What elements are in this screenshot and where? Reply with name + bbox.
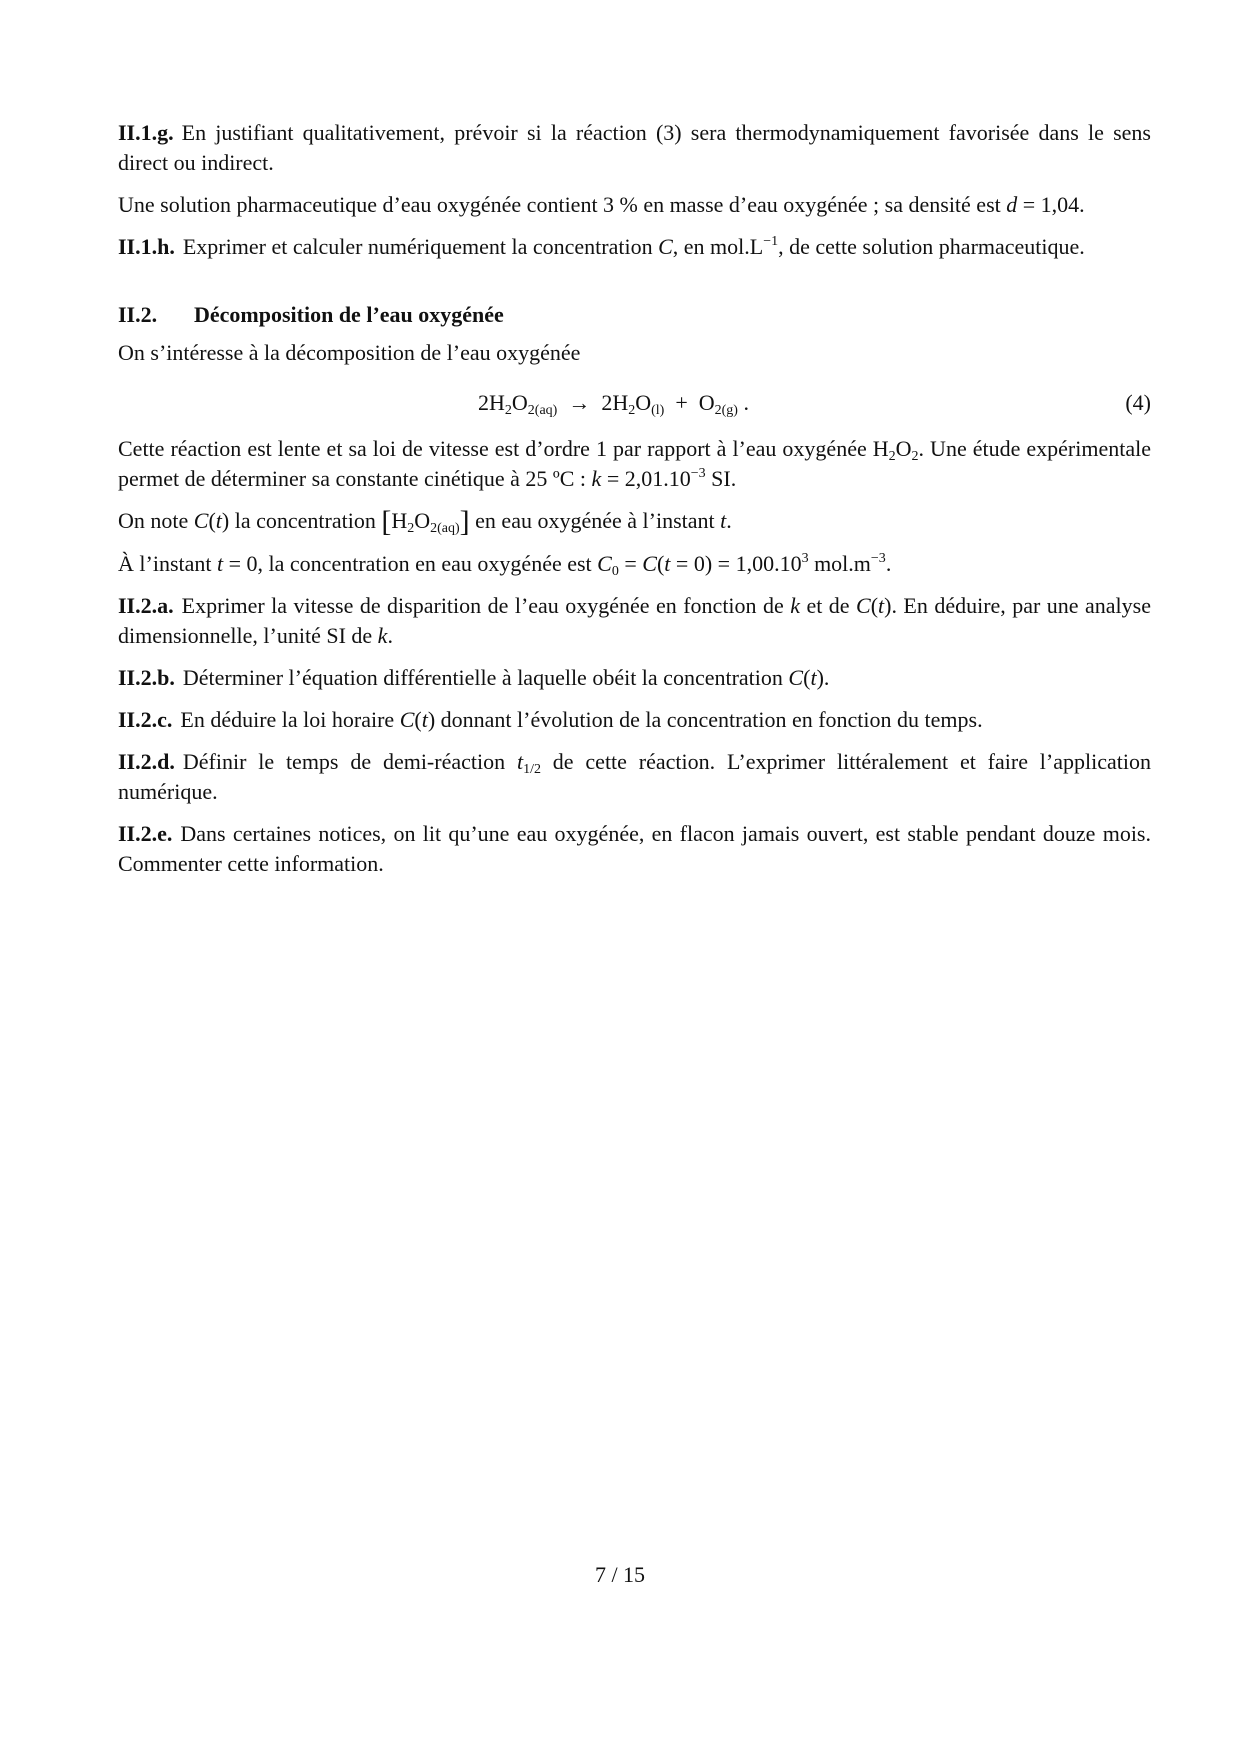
question-label: II.2.c. <box>118 707 173 732</box>
paragraph-text: . <box>885 551 892 576</box>
question-II-2-c <box>118 705 1151 735</box>
paragraph-text: . Une étude expérimentale permet de déterminer sa constante cinétique à 25 ºC : <box>118 436 1151 491</box>
solution-paragraph <box>118 190 1151 220</box>
exponent: 3 <box>801 551 809 566</box>
eq-sub: (l) <box>651 403 665 418</box>
subscript: 2(aq) <box>430 521 460 536</box>
paragraph-text: Cette réaction est lente et sa loi de vitesse est d’ordre 1 par rapport à l’eau oxygénée H <box>118 436 889 461</box>
paragraph-text: = 2,01.10 <box>601 466 691 491</box>
question-text: . <box>387 623 393 648</box>
question-II-2-a <box>118 591 1151 651</box>
section-heading <box>118 300 1151 330</box>
variable-t: t <box>810 665 817 690</box>
variable-t: t <box>878 593 885 618</box>
notation-paragraph <box>118 506 1151 537</box>
question-II-2-d <box>118 747 1151 807</box>
question-text: ). <box>816 665 830 690</box>
reaction-arrow: → <box>568 390 591 415</box>
variable-t: t <box>215 508 222 533</box>
question-text: , en mol.L <box>672 234 764 259</box>
paragraph-text: en eau oxygénée à l’instant <box>469 508 721 533</box>
subscript: 2 <box>888 449 896 464</box>
paragraph-text: Une solution pharmaceutique d’eau oxygénée contient 3 % en masse d’eau oxygénée ; sa densité est <box>118 192 1001 217</box>
page-number: 7 / 15 <box>594 1562 646 1587</box>
variable-k: k <box>790 593 800 618</box>
page-content <box>118 118 1151 891</box>
variable-C: C <box>642 551 657 576</box>
paragraph-text: ) <box>221 508 230 533</box>
equation-number: (4) <box>1125 390 1151 415</box>
intro-paragraph: On s’intéresse à la décomposition de l’eau oxygénée <box>118 340 581 365</box>
paragraph-text: H <box>391 508 408 533</box>
question-II-2-b <box>118 663 1151 693</box>
exponent: −1 <box>763 234 779 249</box>
question-label: II.1.g. <box>118 120 174 145</box>
question-text: ( <box>803 665 811 690</box>
question-text: , de cette solution pharmaceutique. <box>778 234 1085 259</box>
paragraph-text: mol.m <box>808 551 871 576</box>
variable-t: t <box>421 707 428 732</box>
bracket: ] <box>459 505 470 538</box>
question-text: et de <box>799 593 856 618</box>
eq-part: . <box>737 390 749 415</box>
variable-t: t <box>516 749 524 774</box>
variable-C: C <box>399 707 415 732</box>
question-II-2-e <box>118 819 1151 879</box>
variable-k: k <box>591 466 602 491</box>
kinetics-paragraph <box>118 434 1151 494</box>
paragraph-text: O <box>414 508 431 533</box>
question-text: Déterminer l’équation différentielle à laquelle obéit la concentration <box>182 665 789 690</box>
eq-part: O <box>511 390 528 415</box>
variable-C: C <box>856 593 871 618</box>
paragraph-text: . <box>726 508 732 533</box>
question-II-1-h <box>118 232 1151 262</box>
paragraph-text: la concentration <box>229 508 382 533</box>
eq-part: O <box>698 390 715 415</box>
paragraph-text: = 0) = 1,00.10 <box>670 551 802 576</box>
eq-plus: + <box>675 390 688 415</box>
subscript: 0 <box>611 564 619 579</box>
eq-part: O <box>635 390 652 415</box>
variable-d: d <box>1006 192 1018 217</box>
exponent: −3 <box>870 551 886 566</box>
question-label: II.1.h. <box>118 234 175 259</box>
question-text: de cette réaction. L’exprimer littéralement et faire l’application numérique. <box>118 749 1151 804</box>
question-text: ). En déduire, par une analyse dimensionnelle, l’unité SI de <box>118 593 1151 648</box>
chemical-equation <box>118 380 1151 426</box>
initial-condition-paragraph <box>118 549 1151 579</box>
paragraph-text: = 0, la concentration en eau oxygénée est <box>223 551 598 576</box>
bracket: [ <box>381 505 392 538</box>
question-text: ) donnant l’évolution de la concentration en fonction du temps. <box>427 707 983 732</box>
subscript: 2 <box>911 449 919 464</box>
eq-sub: 2(aq) <box>527 403 558 418</box>
question-label: II.2.e. <box>118 821 173 846</box>
variable-C0: C <box>597 551 612 576</box>
section-title: Décomposition de l’eau oxygénée <box>194 302 504 327</box>
question-text: Exprimer et calculer numériquement la concentration <box>182 234 659 259</box>
question-label: II.2.d. <box>118 749 175 774</box>
subscript: 2 <box>407 521 415 536</box>
subscript: 1/2 <box>523 762 541 777</box>
variable-C: C <box>658 234 673 259</box>
question-II-1-g <box>118 118 1151 178</box>
paragraph-text: SI. <box>705 466 737 491</box>
eq-sub: 2(g) <box>714 403 738 418</box>
section-number: II.2. <box>118 302 158 327</box>
variable-t: t <box>664 551 671 576</box>
paragraph-text: ( <box>656 551 665 576</box>
question-label: II.2.a. <box>118 593 174 618</box>
variable-t: t <box>217 551 224 576</box>
eq-part: 2H <box>478 390 505 415</box>
paragraph-text: À l’instant <box>118 551 217 576</box>
variable-C: C <box>193 508 209 533</box>
question-text: Dans certaines notices, on lit qu’une eau oxygénée, en flacon jamais ouvert, est stable pendant douze mois. Commenter cette information. <box>118 821 1151 876</box>
equation-body <box>478 388 749 418</box>
paragraph-text: = <box>618 551 643 576</box>
question-text: En justifiant qualitativement, prévoir si la réaction (3) sera thermodynamiquement favorisée dans le sens direct ou indirect. <box>118 120 1151 175</box>
question-text: ( <box>870 593 879 618</box>
question-text: En déduire la loi horaire <box>180 707 400 732</box>
eq-part: 2H <box>601 390 629 415</box>
paragraph-text: ( <box>208 508 216 533</box>
exponent: −3 <box>690 466 706 481</box>
eq-sub: 2 <box>628 403 636 418</box>
question-text: ( <box>414 707 422 732</box>
paragraph-text: = 1,04. <box>1017 192 1085 217</box>
question-text: Définir le temps de demi-réaction <box>182 749 517 774</box>
variable-C: C <box>788 665 804 690</box>
variable-t: t <box>720 508 727 533</box>
paragraph-text: O <box>895 436 912 461</box>
question-text: Exprimer la vitesse de disparition de l’eau oxygénée en fonction de <box>181 593 791 618</box>
question-label: II.2.b. <box>118 665 175 690</box>
variable-k: k <box>377 623 388 648</box>
eq-sub: 2 <box>504 403 512 418</box>
paragraph-text: On note <box>118 508 194 533</box>
